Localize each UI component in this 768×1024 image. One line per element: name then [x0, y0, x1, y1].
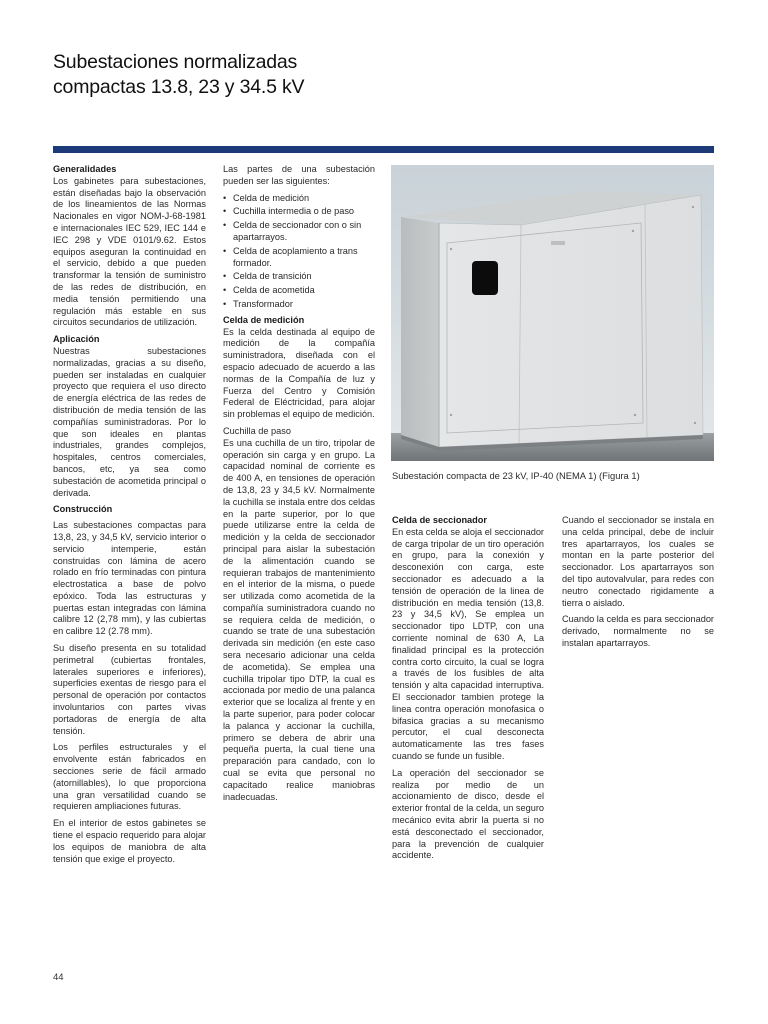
medicion-heading: Celda de medición — [223, 314, 305, 325]
list-item: • Celda de medición — [223, 193, 375, 205]
cuchilla-text: Es una cuchilla de un tiro, tripolar de operación sin carga y en grupo. La capacidad nominal de corriente es de 400 A, en tensiones de operación de 13,8, 23 y 34,5 kV. Normalmente la cuchilla se instala entre dos celdas en la parte superior, por lo que puede utilizarse entre la celda de medición y la celda de seccionador principal para aislar la subestación de la alimentación cuando se requieran trabajos de mantenimiento en el interior de la misma, o puede ser utilizada como acometida de la compañía suministradora cuando no se requiera celda de medición, o cuando se trate de una subestación derivada sin medición (en este caso sera necesario adicionar una celda de acometida). Se emplea una cuchilla tripolar tipo DTP, la cual es accionada por medio de una palanca exterior que se localiza al frente y en la parte superior, para poder colocar la palanca y accionar la cuchilla, primero se debera de abrir una pequeña puerta, la cual tiene una preparación para candado, con lo cual se evita que personal no capacitado realice maniobras inadecuadas. — [223, 437, 375, 802]
seccionador-paragraph-2: La operación del seccionador se realiza por medio de un accionamiento de disco, desde el exterior frontal de la celda, un seguro mecánico evita abrir la puerta si no está desconectado el seccionador, para la prevención de cualquier accidente. — [392, 767, 544, 861]
construccion-heading: Construcción — [53, 504, 113, 515]
construccion-paragraph-1: Las subestaciones compactas para 13,8, 23, y 34,5 kV, servicio interior o servicio intemperie, están construidas con lámina de acero rolado en frío terminadas con pintura electrostatica a base de polvo epóxico. Toda las estructuras y puertas estan integradas con lámina calibre 12 (2,78 mm), y las cubiertas en calibre 12 (2.78 mm). — [53, 520, 206, 637]
column-1 — [53, 164, 206, 870]
cuchilla-heading: Cuchilla de paso — [223, 425, 291, 436]
apartarrayos-paragraph-1: Cuando el seccionador se instala en una celda principal, debe de incluir tres apartarrayos, los cuales se montan en la parte posterior del seccionador. Los apartarrayos son del tipo autovalvular, para redes con neutro conectado rigidamente a tierra o aislado. — [562, 515, 714, 608]
page-title — [53, 50, 653, 100]
parts-list — [223, 193, 375, 311]
figure-caption: Subestación compacta de 23 kV, IP-40 (NEMA 1) (Figura 1) — [392, 470, 640, 481]
generalidades-heading: Generalidades — [53, 164, 117, 174]
generalidades-text: Los gabinetes para subestaciones, están diseñadas bajo la observación de los lineamientos de las Normas Nacionales en vigor NOM-J-68-1981 e internacionales IEC 529, IEC 144 e IEC 298 y VDE 0101/9.62. Estos equipos aseguran la continuidad en el servicio, debido a que pueden transformar la tensión de suministro de las redes de distribución, en media tensión permitiendo una regulación más estable en sus circuitos secundarios de utilización. — [53, 175, 206, 328]
page-number: 44 — [53, 972, 64, 983]
list-item: • Celda de acometida — [223, 285, 375, 297]
header-divider — [53, 146, 714, 153]
aplicacion-text: Nuestras subestaciones normalizadas, gracias a su diseño, pueden ser instaladas en cualquier proyecto que requiera el uso directo de energía eléctrica de las redes de distribución de media tensión de las compañías suministradoras. Por lo que son ideales en plantas industriales, grandes complejos, hospitales, centros comerciales, bancos, etc, ya sea como subestación de acometida principal o derivada. — [53, 345, 206, 498]
substation-photo — [391, 165, 714, 461]
seccionador-heading: Celda de seccionador — [392, 515, 487, 525]
list-item: • Celda de seccionador con o sin apartarrayos. — [223, 220, 375, 244]
construccion-paragraph-2: Su diseño presenta en su totalidad perimetral (cubiertas frontales, laterales superiores e inferiores), superficies exentas de riesgo para el personal de operación por contactos involuntarios con partes vivas portadoras de energía de alta tensión. — [53, 643, 206, 736]
apartarrayos-paragraph-2: Cuando la celda es para seccionador derivado, normalmente no se instalan apartarrayos. — [562, 614, 714, 648]
seccionador-paragraph-1: En esta celda se aloja el seccionador de carga tripolar de un tiro operación en grupo, para la conexión y desconexión con carga, este seccionador es adecuado a la tensión de operación de la linea de distribución en media tensión (13,8. 23 y 34,5 kV), Se emplea un seccionador tipo LDTP, con una corriente nominal de 630 A, La finalidad principal es la protección contra corto circuito, la cual se logra a través de los fusibles de alta tensión y alta capacidad interruptiva. El seccionador tambien protege la linea contra operación monofasica o bifasica gracias a su mecanismo percutor, el cual desconecta automaticamente las tres fases cuando se funde un fusible. — [392, 526, 544, 761]
construccion-paragraph-3: Los perfiles estructurales y el envolvente están fabricados en secciones serie de fácil armado (atornillables), lo que proporciona una gran versatilidad cuando se requieren ampliaciones futuras. — [53, 742, 206, 812]
list-item: • Celda de transición — [223, 271, 375, 283]
list-item: • Transformador — [223, 299, 375, 311]
construccion-paragraph-4: En el interior de estos gabinetes se tiene el espacio requerido para alojar los equipos de maniobra de alta tensión que exige el proyecto. — [53, 818, 206, 864]
aplicacion-heading: Aplicación — [53, 334, 100, 345]
parts-intro: Las partes de una subestación pueden ser las siguientes: — [223, 164, 375, 186]
medicion-text: Es la celda destinada al equipo de medición de la compañía suministradora, diseñada con el espacio adecuado de acuerdo a las normas de la Compañía de luz y Fuerza del Centro y Comisión Federal de Eléctricidad, para alojar sin problemas el equipo de medición. — [223, 326, 375, 420]
column-4 — [562, 515, 714, 655]
column-2 — [223, 164, 375, 808]
list-item: • Cuchilla intermedia o de paso — [223, 206, 375, 218]
title-line-2: compactas 13.8, 23 y 34.5 kV — [53, 76, 305, 98]
title-line-1: Subestaciones normalizadas — [53, 51, 298, 73]
list-item: • Celda de acoplamiento a trans formador. — [223, 246, 375, 270]
column-3 — [392, 515, 544, 867]
